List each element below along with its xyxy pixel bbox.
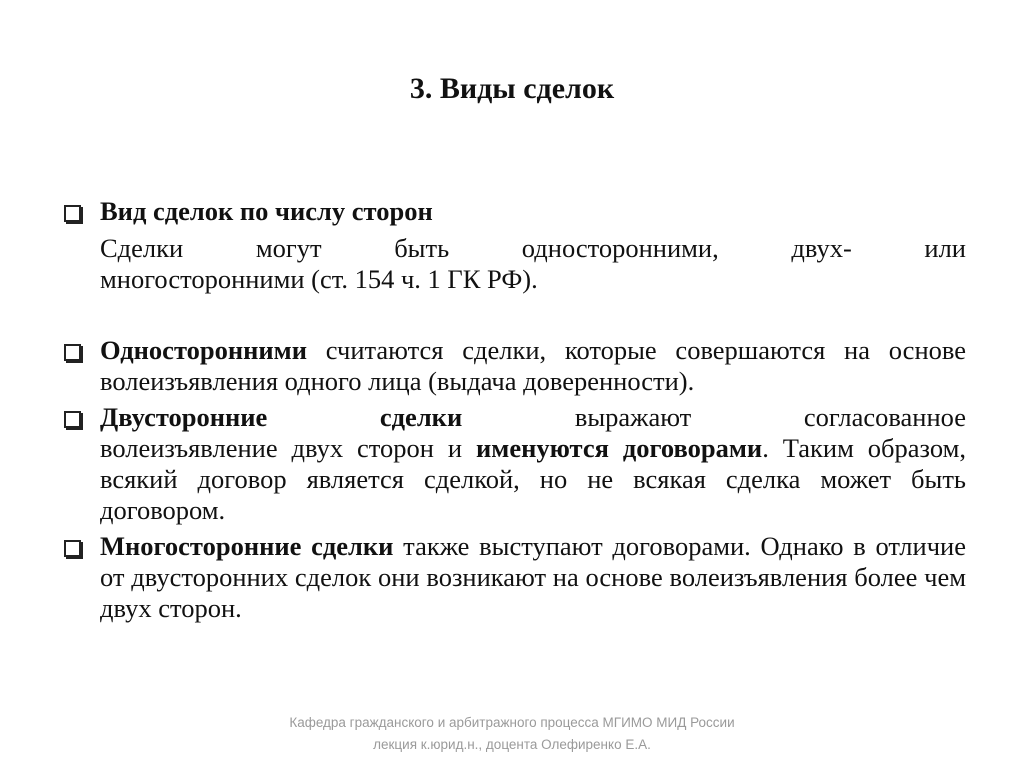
footer-line-2: лекция к.юрид.н., доцента Олефиренко Е.А. <box>373 737 651 752</box>
slide-title: 3. Виды сделок <box>409 72 615 105</box>
bullet-heading: Вид сделок по числу сторон <box>100 196 433 226</box>
bullet-text: волеизъявление двух сторон и <box>100 433 477 463</box>
bullet-text: считаются сделки, которые совершаются на основе волеизъявления одного лица (выдача доверенности). <box>100 335 966 396</box>
bullet-bold-term: именуются договорами <box>476 433 763 463</box>
checkbox-bullet-icon <box>64 205 81 222</box>
bullet-multilateral <box>62 531 966 624</box>
bullet-text: также выступают договорами. Однако в отличие от двусторонних сделок они возникают на основе волеизъявления более чем двух сторон. <box>100 531 966 623</box>
bullet-bold-term: Двусторонние <box>100 402 268 432</box>
slide-footer <box>0 712 1024 756</box>
bullet-word: согласованное <box>803 402 966 432</box>
slide-content <box>62 196 966 624</box>
bullet-bold-term: Многосторонние сделки <box>100 531 394 561</box>
bullet-first-line <box>100 402 966 433</box>
bullet-word: выражают <box>574 402 692 432</box>
bullet-body <box>62 233 966 295</box>
bullet-body-line-1: Сделки могут быть односторонними, двух- или <box>100 233 966 263</box>
checkbox-bullet-icon <box>64 411 81 428</box>
footer-line-1: Кафедра гражданского и арбитражного процесса МГИМО МИД России <box>289 715 735 730</box>
bullet-rest <box>100 433 966 526</box>
checkbox-bullet-icon <box>64 344 81 361</box>
bullet-bilateral <box>62 402 966 526</box>
bullet-parties-count <box>62 196 966 227</box>
bullet-unilateral <box>62 335 966 397</box>
checkbox-bullet-icon <box>64 540 81 557</box>
bullet-bold-term: Односторонними <box>100 335 307 365</box>
bullet-text: . Таким образом, всякий договор является сделкой, но не всякая сделка может быть договором. <box>100 433 967 525</box>
bullet-body-line-2: многосторонними (ст. 154 ч. 1 ГК РФ). <box>100 264 538 294</box>
bullet-bold-term: сделки <box>379 402 463 432</box>
